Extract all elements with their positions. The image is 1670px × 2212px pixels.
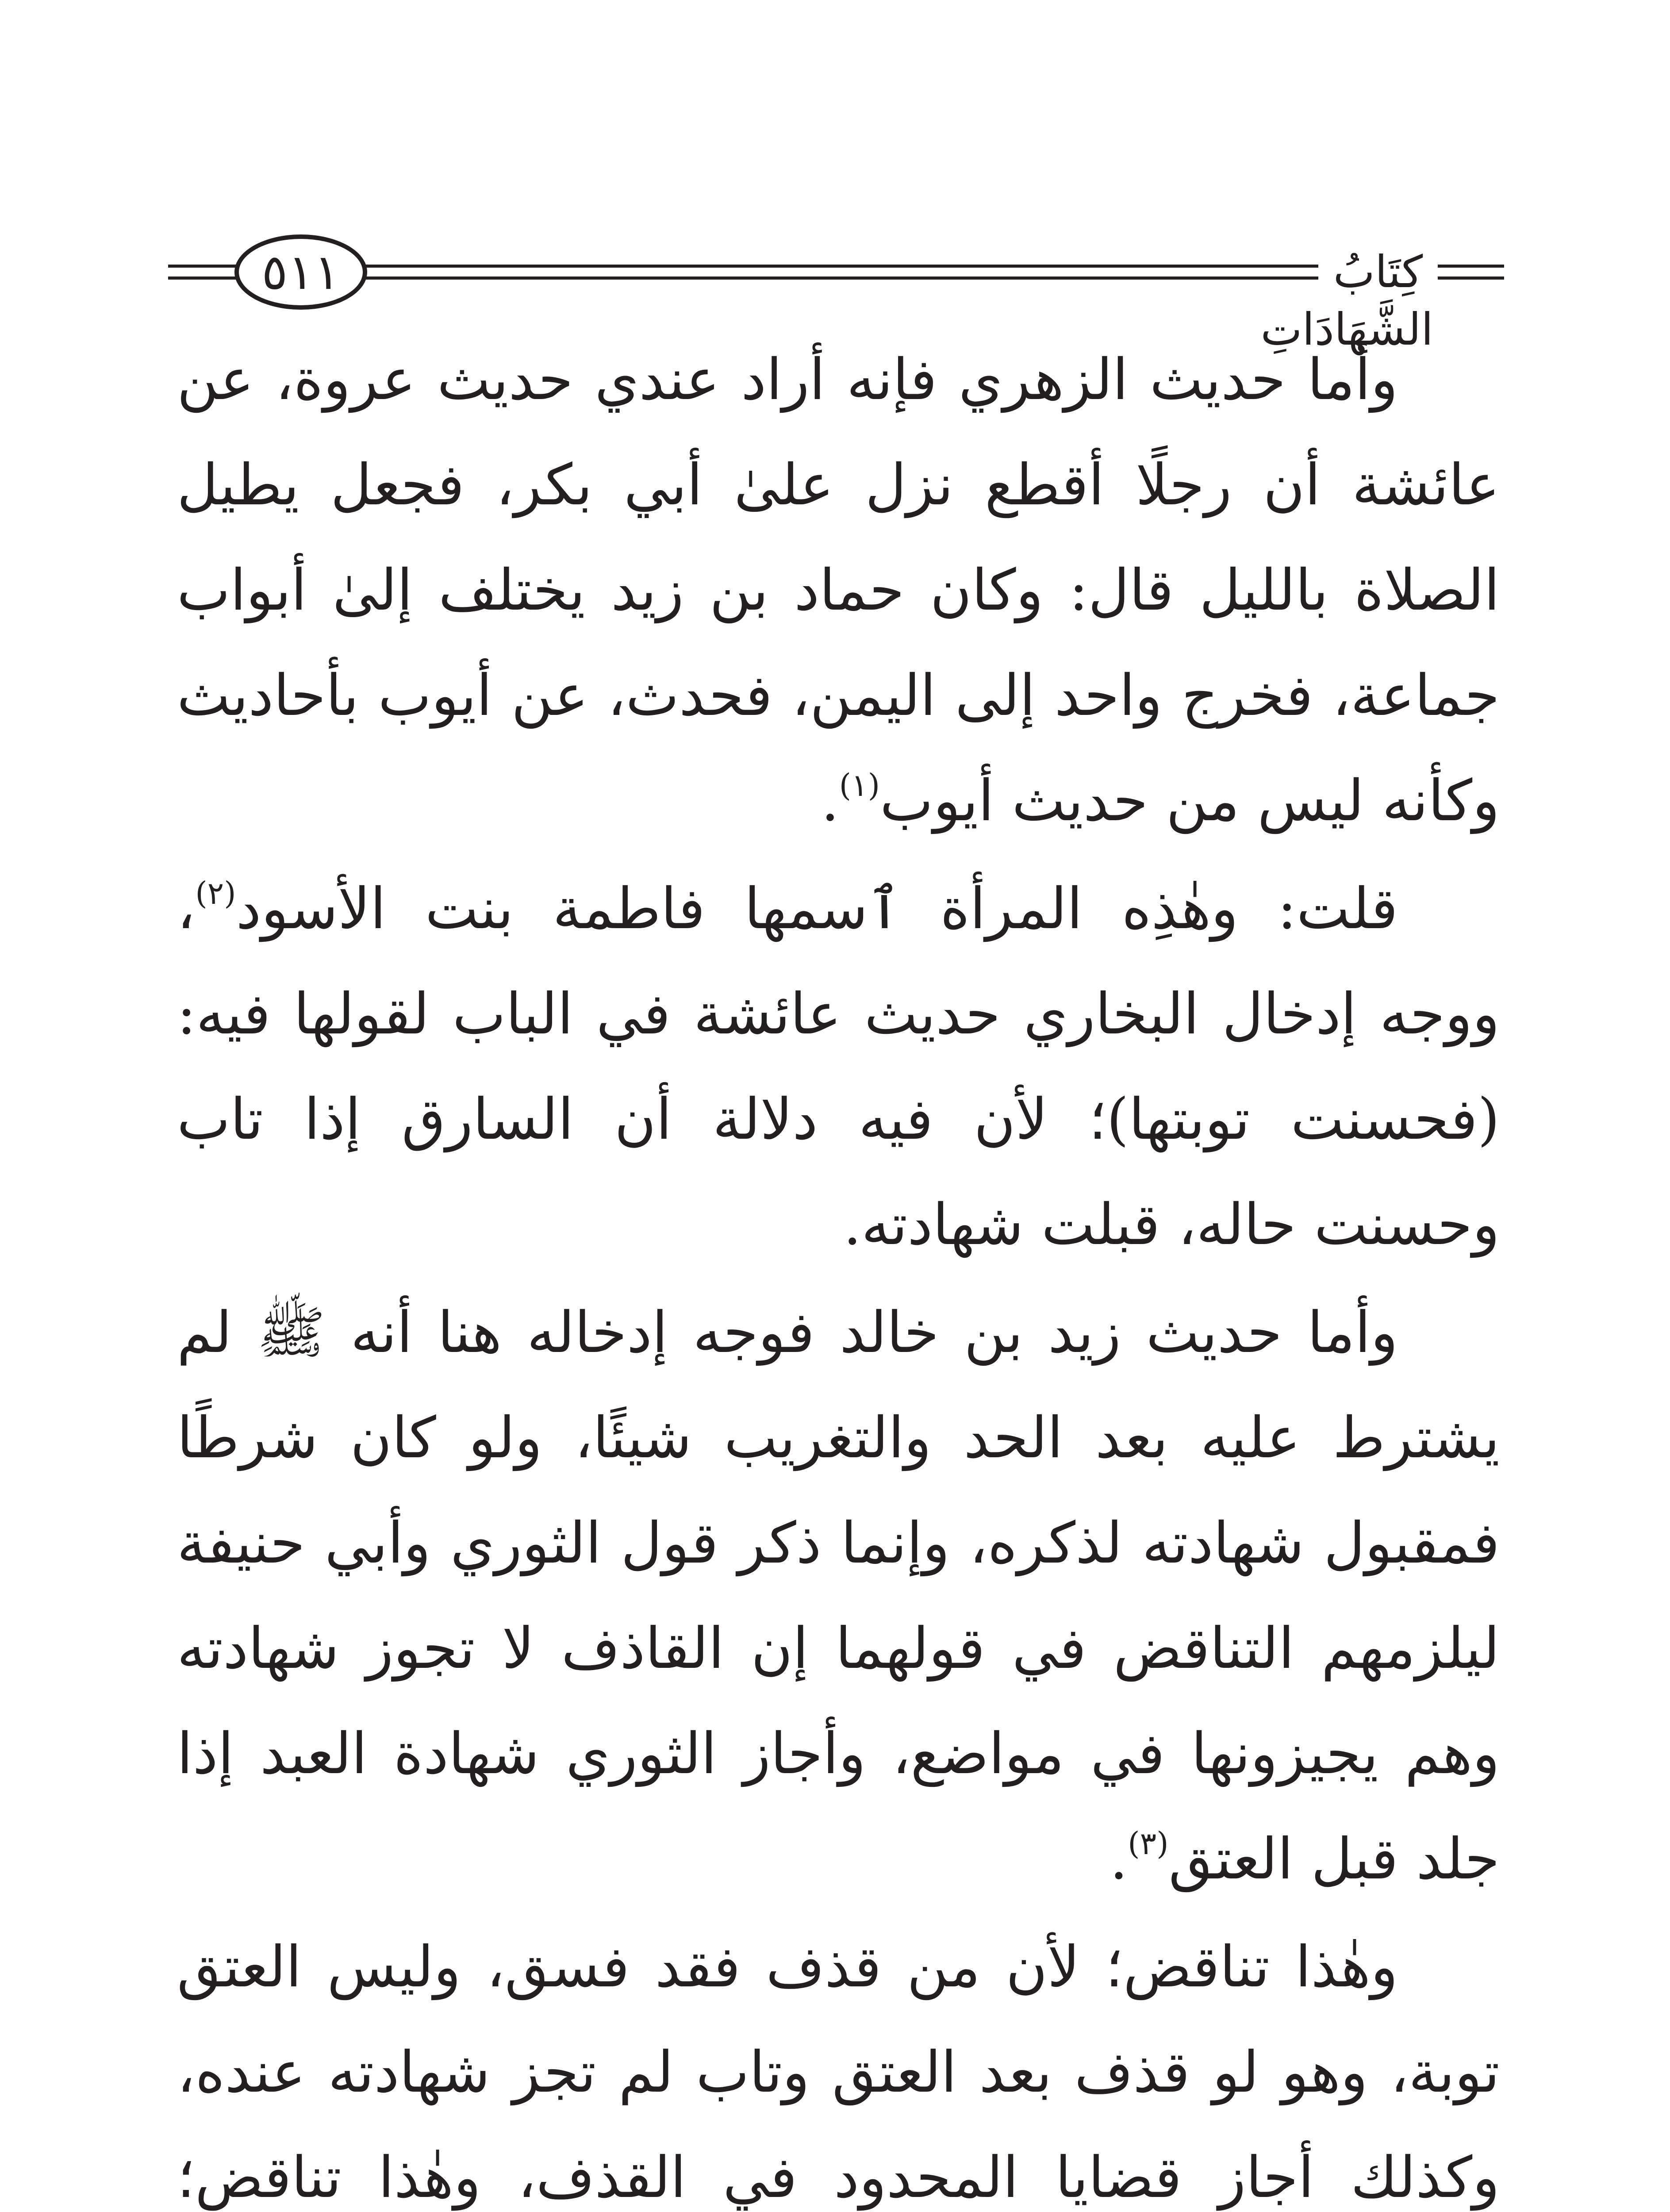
header-rule xyxy=(363,276,1318,280)
book-title: كِتَابُ الشَّهَادَاتِ xyxy=(1260,246,1433,355)
paragraph-text: قلت: وهٰذِه المرأة ٱسمها فاطمة بنت الأسود xyxy=(236,876,1398,942)
paragraph xyxy=(177,856,1500,1278)
footnote-marker: (٢) xyxy=(195,875,236,911)
header-rule xyxy=(363,265,1318,268)
paragraph xyxy=(177,1915,1500,2212)
paragraph-text: وأما حديث الزهري فإنه أراد عندي حديث عروة، عن عائشة أن رجلًا أقطع نزل علىٰ أبي بكر، فجعل يطيل الصلاة بالليل قال: وكان حماد بن زيد يختلف إلىٰ أبواب جماعة، فخرج واحد إلى اليمن، فحدث، عن أيوب بأحاديث وكأنه ليس من حديث أيوب xyxy=(177,347,1500,834)
paragraph-tail: . xyxy=(821,768,839,834)
header-rule xyxy=(1438,276,1504,280)
main-text xyxy=(177,327,1500,2212)
paragraph-text: وهٰذا تناقض؛ لأن من قذف فقد فسق، وليس العتق توبة، وهو لو قذف بعد العتق وتاب لم تجز شهادته عنده، وكذلك أجاز قضايا المحدود في القذف، وهٰذا تناقض؛ xyxy=(177,1934,1500,2211)
page-number: ٥١١ xyxy=(261,244,340,300)
header-rule xyxy=(168,276,243,280)
footnote-marker: (١) xyxy=(839,767,880,803)
page-header xyxy=(168,230,1504,355)
paragraph-tail: . xyxy=(1109,1826,1128,1892)
footnote-marker: (٣) xyxy=(1128,1825,1169,1862)
paragraph xyxy=(177,327,1500,854)
header-rule xyxy=(1438,265,1504,268)
paragraph xyxy=(177,1280,1500,1912)
paragraph-tail: ، ووجه إدخال البخاري حديث عائشة في الباب لقولها فيه: (فحسنت توبتها)؛ لأن فيه دلالة أن السارق إذا تاب وحسنت حاله، قبلت شهادته. xyxy=(177,876,1500,1258)
paragraph-text: وأما حديث زيد بن خالد فوجه إدخاله هنا أنه ﷺ لم يشترط عليه بعد الحد والتغريب شيئًا، ولو كان شرطًا فمقبول شهادته لذكره، وإنما ذكر قول الثوري وأبي حنيفة ليلزمهم التناقض في قولهما إن القاذف لا تجوز شهادته وهم يجيزونها في مواضع، وأجاز الثوري شهادة العبد إذا جلد قبل العتق xyxy=(177,1300,1500,1892)
header-rule xyxy=(168,265,243,268)
page-number-badge xyxy=(234,234,367,310)
